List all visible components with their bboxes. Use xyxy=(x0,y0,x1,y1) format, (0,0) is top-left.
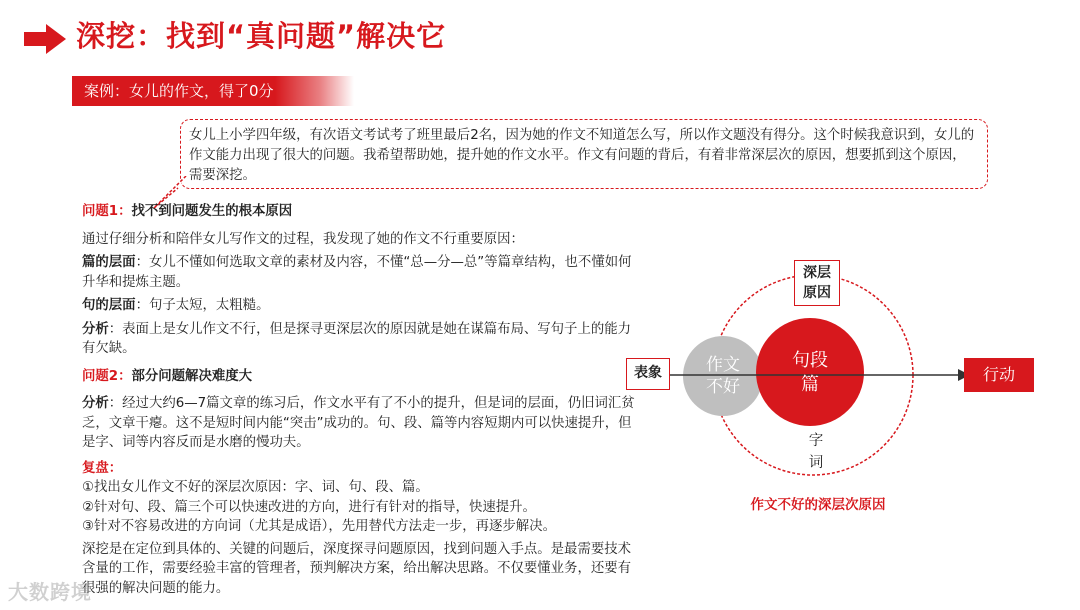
problem2-heading xyxy=(82,367,642,387)
problem2-line-0 xyxy=(82,394,642,453)
problem1-line-2-label: 句的层面 xyxy=(82,298,136,313)
review-item-1: ②针对句、段、篇三个可以快速改进的方向，进行有针对的指导，快速提升。 xyxy=(82,499,536,515)
problem1-line-3 xyxy=(82,320,642,359)
inner-chars-label: 字 词 xyxy=(808,433,824,471)
problem1-line-1 xyxy=(82,253,642,292)
problem2-line-0-label: 分析 xyxy=(82,396,109,411)
problem1-line-2-text: ：句子太短，太粗糙。 xyxy=(135,298,270,313)
problem2-line-0-text: ：经过大约6—7篇文章的练习后，作文水平有了不小的提升，但是词的层面，仍旧词汇贫乏，文章干瘪。这不是短时间内能“突击”成功的。句、段、篇等内容短期内可以快速提升，但是字、词等内容反而是水磨的慢功夫。 xyxy=(82,396,635,450)
review-item-2: ③针对不容易改进的方向词（尤其是成语），先用替代方法走一步，再逐步解决。 xyxy=(82,519,556,534)
title-arrow-icon xyxy=(24,24,66,54)
review-conclusion: 深挖是在定位到具体的、关键的问题后，深度探寻问题原因，找到问题入手点。是最需要技术含量的工作，需要经验丰富的管理者，预判解决方案，给出解决思路。不仅要懂业务，还要有很强的解决问题的能力。 xyxy=(82,541,632,596)
problem1-line-3-label: 分析 xyxy=(82,321,109,337)
gray-circle-label: 作文 不好 xyxy=(706,355,740,397)
review-heading xyxy=(82,459,642,479)
deep-cause-box: 深层 原因 xyxy=(794,260,840,306)
review-head: 复盘： xyxy=(82,460,123,476)
problem1-title: 找不到问题发生的根本原因 xyxy=(131,204,293,219)
problem1-heading xyxy=(82,202,642,222)
case-label-bar: 案例：女儿的作文，得了0分 xyxy=(72,76,354,106)
cause-diagram xyxy=(618,250,1058,530)
review-item-0: ①找出女儿作文不好的深层次原因：字、词、句、段、篇。 xyxy=(82,480,429,495)
problem1-line-2 xyxy=(82,296,642,316)
problem1-line-1-label: 篇的层面 xyxy=(82,255,136,270)
watermark-text: 大数跨境 xyxy=(8,580,92,604)
body-text xyxy=(82,202,642,598)
watermark xyxy=(8,576,92,605)
problem1-line-1-text: ：女儿不懂如何选取文章的素材及内容，不懂“总—分—总”等篇章结构，也不懂如何升华和提炼主题。 xyxy=(82,255,632,290)
red-circle-label: 句段 篇 xyxy=(792,350,828,395)
action-box: 行动 xyxy=(964,358,1034,392)
intro-bubble xyxy=(180,119,988,189)
problem1-head: 问题1： xyxy=(82,204,132,219)
problem1-line-0 xyxy=(82,230,642,250)
problem1-line-0-text: 通过仔细分析和陪伴女儿写作文的过程，我发现了她的作文不行重要原因： xyxy=(82,231,524,247)
problem2-title: 部分问题解决难度大 xyxy=(131,368,253,384)
diagram-caption: 作文不好的深层次原因 xyxy=(750,497,886,513)
intro-text: 女儿上小学四年级，有次语文考试考了班里最后2名，因为她的作文不知道怎么写，所以作文题没有得分。这个时候我意识到，女儿的作文能力出现了很大的问题。我希望帮助她，提升她的作文水平。作文有问题的背后，有着非常深层次的原因，想要抓到这个原因，需要深挖。 xyxy=(189,128,975,183)
problem1-line-3-text: ：表面上是女儿作文不行，但是探寻更深层次的原因就是她在谋篇布局、写句子上的能力有欠缺。 xyxy=(82,321,632,356)
problem2-head: 问题2： xyxy=(82,368,132,384)
page-title: 深挖：找到“真问题”解决它 xyxy=(76,19,447,53)
surface-box: 表象 xyxy=(626,358,670,390)
